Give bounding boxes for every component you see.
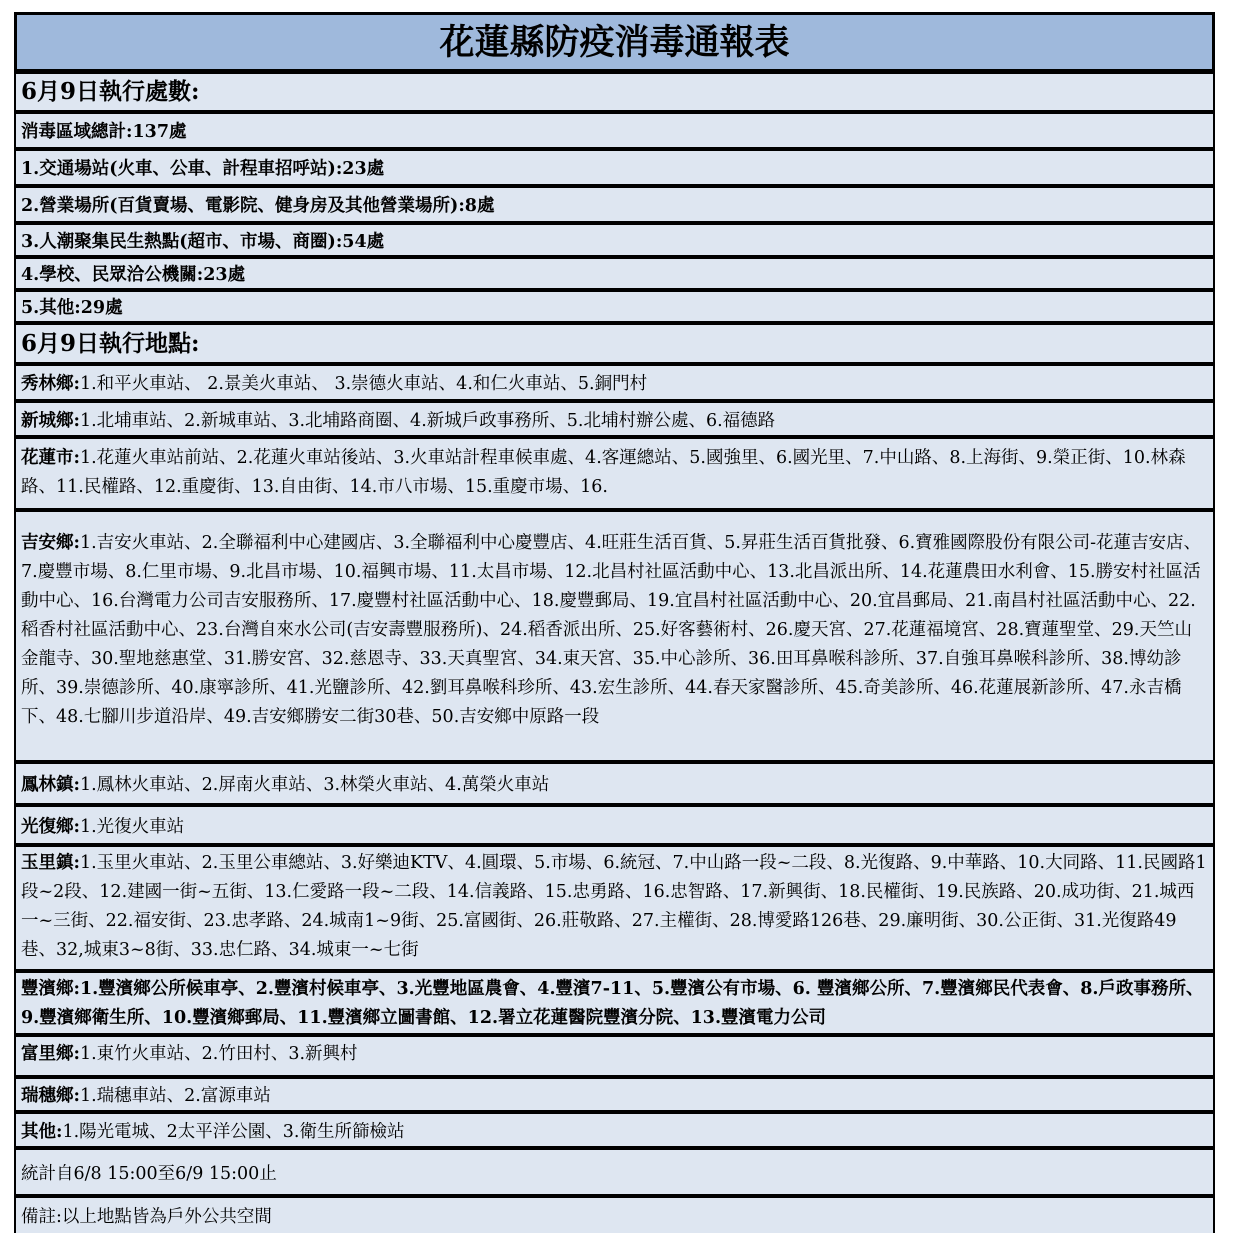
location-label: 秀林鄉: [21,374,80,394]
location-yuli [14,845,1215,971]
location-label: 其他: [21,1121,63,1142]
location-fuli [14,1035,1215,1077]
report-title: 花蓮縣防疫消毒通報表 [14,12,1215,72]
location-text: 1.吉安火車站、2.全聯福利中心建國店、3.全聯福利中心慶豐店、4.旺莊生活百貨、5.昇莊生活百貨批發、6.寶雅國際股份有限公司-花蓮吉安店、7.慶豐市場、8.仁里市場、9.北昌市場、10.福興市場、11.太昌市場、12.北昌村社區活動中心、13.北昌派出所、14.花蓮農田水利會、15.勝安村社區活動中心、16.台灣電力公司吉安服務所、17.慶豐村社區活動中心、18.慶豐郵局、19.宜昌村社區活動中心、20.宜昌郵局、21.南昌村社區活動中心、22.稻香村社區活動中心、23.台灣自來水公司(吉安壽豐服務所)、24.稻香派出所、25.好客藝術村、26.慶天宮、27.花蓮福境宮、28.寶蓮聖堂、29.天竺山金龍寺、30.聖地慈惠堂、31.勝安宮、32.慈恩寺、33.天真聖宮、34.東天宮、35.中心診所、36.田耳鼻喉科診所、37.自強耳鼻喉科診所、38.博幼診所、39.崇德診所、40.康寧診所、41.光鹽診所、42.劉耳鼻喉科珍所、43.宏生診所、44.春天家醫診所、45.奇美診所、46.花蓮展新診所、47.永吉橋下、48.七腳川步道沿岸、49.吉安鄉勝安二街30巷、50.吉安鄉中原路一段 [21,533,1202,727]
statistics-period-text: 統計自6/8 15:00至6/9 15:00止 [21,1163,277,1184]
location-ruisui [14,1077,1215,1112]
count-business [14,186,1215,223]
location-text: 1.東竹火車站、2.竹田村、3.新興村 [79,1044,358,1064]
location-text: 1.光復火車站 [79,816,185,837]
location-xiulin [14,364,1215,401]
count-total [14,112,1215,149]
location-fenglin [14,762,1215,805]
location-text: 1.陽光電城、2太平洋公園、3.衛生所篩檢站 [62,1121,405,1142]
execution-count-heading: 6月9日執行處數: [14,72,1215,112]
location-text: 1.鳳林火車站、2.屏南火車站、3.林榮火車站、4.萬榮火車站 [79,775,550,795]
count-total-text: 消毒區域總計:137處 [21,122,187,142]
location-text: 1.花蓮火車站前站、2.花蓮火車站後站、3.火車站計程車候車處、4.客運總站、5.國強里、6.國光里、7.中山路、8.上海街、9.榮正街、10.林森路、11.民權路、12.重慶街、13.自由街、14.市八市場、15.重慶市場、16. [21,448,1186,497]
location-text: 1.瑞穗車站、2.富源車站 [79,1086,271,1106]
location-other [14,1112,1215,1148]
count-schools [14,257,1215,290]
location-label: 豐濱鄉: [21,979,80,999]
count-schools-text: 4.學校、民眾洽公機關:23處 [21,265,246,285]
statistics-period [14,1148,1215,1196]
location-text: 1.玉里火車站、2.玉里公車總站、3.好樂迪KTV、4.圓環、5.市場、6.統冠、7.中山路一段~二段、8.光復路、9.中華路、10.大同路、11.民國路1段~2段、12.建國一街~五街、13.仁愛路一段~二段、14.信義路、15.忠勇路、16.忠智路、17.新興街、18.民權街、19.民族路、20.成功街、21.城西一~三街、22.福安街、23.忠孝路、24.城南1~9街、25.富國街、26.莊敬路、27.主權街、28.博愛路126巷、29.廉明街、30.公正街、31.光復路49巷、32,城東3~8街、33.忠仁路、34.城東一~七街 [21,853,1207,960]
location-label: 新城鄉: [21,410,80,431]
location-text: 1.豐濱鄉公所候車亭、2.豐濱村候車亭、3.光豐地區農會、4.豐濱7-11、5.豐濱公有市場、6. 豐濱鄉公所、7.豐濱鄉民代表會、8.戶政事務所、9.豐濱鄉衛生所、10.豐濱鄉郵局、11.豐濱鄉立圖書館、12.署立花蓮醫院豐濱分院、13.豐濱電力公司 [21,979,1204,1028]
count-transport-text: 1.交通場站(火車、公車、計程車招呼站):23處 [21,159,385,179]
count-other-text: 5.其他:29處 [21,298,123,318]
count-transport [14,149,1215,186]
location-guangfu [14,805,1215,845]
location-hualien [14,437,1215,510]
count-crowded [14,223,1215,257]
location-fengbin [14,971,1215,1035]
location-label: 光復鄉: [21,816,80,837]
location-xincheng [14,401,1215,437]
location-text: 1.北埔車站、2.新城車站、3.北埔路商圈、4.新城戶政事務所、5.北埔村辦公處、6.福德路 [79,410,776,431]
location-text: 1.和平火車站、 2.景美火車站、 3.崇德火車站、4.和仁火車站、5.銅門村 [79,374,648,394]
location-label: 花蓮市: [21,448,80,468]
location-label: 瑞穗鄉: [21,1086,80,1106]
location-label: 玉里鎮: [21,853,80,873]
remarks [14,1196,1215,1233]
count-crowded-text: 3.人潮聚集民生熱點(超市、市場、商圈):54處 [21,231,385,252]
count-other [14,290,1215,323]
execution-location-heading: 6月9日執行地點: [14,323,1215,364]
location-label: 富里鄉: [21,1044,80,1064]
location-label: 鳳林鎮: [21,775,80,795]
remarks-text: 備註:以上地點皆為戶外公共空間 [21,1207,272,1227]
location-jian [14,510,1215,762]
count-business-text: 2.營業場所(百貨賣場、電影院、健身房及其他營業場所):8處 [21,196,495,216]
location-label: 吉安鄉: [21,533,80,553]
